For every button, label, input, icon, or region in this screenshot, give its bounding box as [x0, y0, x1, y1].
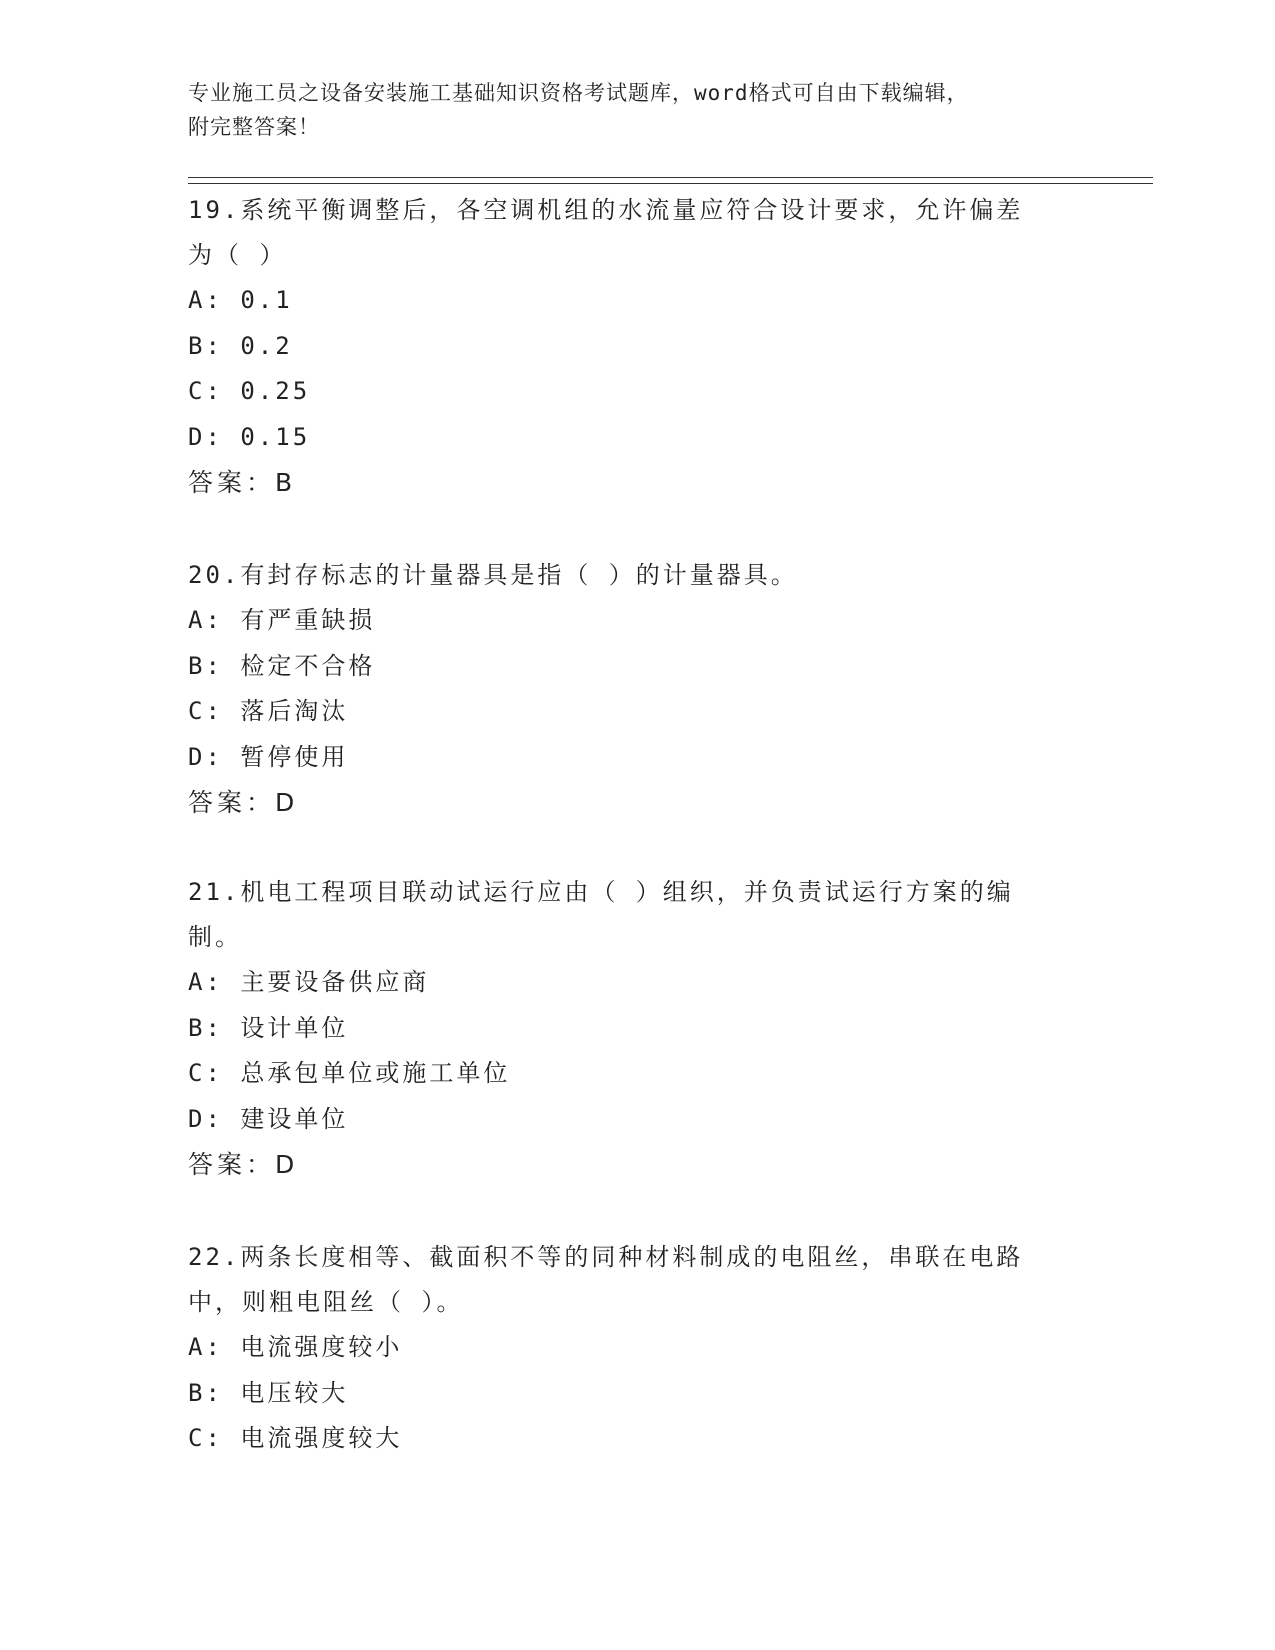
question-stem: 19.系统平衡调整后，各空调机组的水流量应符合设计要求，允许偏差 [188, 196, 1024, 224]
header-line-1: 专业施工员之设备安装施工基础知识资格考试题库，word格式可自由下载编辑， [188, 81, 969, 105]
option-d: D: 暂停使用 [188, 742, 349, 771]
option-b: B: 电压较大 [188, 1378, 349, 1407]
question-stem: 21.机电工程项目联动试运行应由（ ）组织，并负责试运行方案的编 [188, 878, 1014, 906]
question-stem-continued: 制。 [188, 923, 242, 951]
header-line-2: 附完整答案！ [188, 115, 320, 139]
question-stem: 20.有封存标志的计量器具是指（ ）的计量器具。 [188, 561, 798, 589]
document-header [188, 76, 1088, 144]
answer-label: 答案： [188, 788, 276, 817]
option-c: C: 总承包单位或施工单位 [188, 1059, 511, 1087]
option-b: B: 0.2 [188, 331, 293, 360]
question-stem-continued: 为（ ） [188, 241, 287, 269]
answer-line [188, 780, 1088, 826]
option-d: D: 建设单位 [188, 1104, 349, 1133]
answer-label: 答案： [188, 468, 276, 497]
answer-line [188, 460, 1088, 506]
question-stem: 22.两条长度相等、截面积不等的同种材料制成的电阻丝，串联在电路 [188, 1243, 1024, 1271]
question-20 [188, 553, 1088, 826]
option-a: A: 主要设备供应商 [188, 968, 430, 996]
question-19 [188, 188, 1088, 506]
question-stem-continued: 中，则粗电阻丝（ ）。 [188, 1288, 464, 1316]
answer-value: B [275, 468, 295, 497]
answer-value: D [275, 1150, 297, 1179]
answer-label: 答案： [188, 1150, 276, 1179]
option-c: C: 落后淘汰 [188, 697, 349, 725]
option-a: A: 有严重缺损 [188, 606, 376, 634]
option-c: C: 0.25 [188, 377, 311, 405]
option-d: D: 0.15 [188, 422, 311, 451]
question-22 [188, 1235, 1088, 1462]
option-b: B: 检定不合格 [188, 651, 376, 680]
option-a: A: 0.1 [188, 286, 293, 314]
header-double-rule [188, 177, 1153, 184]
option-c: C: 电流强度较大 [188, 1424, 403, 1452]
question-21 [188, 870, 1088, 1188]
option-b: B: 设计单位 [188, 1013, 349, 1042]
option-a: A: 电流强度较小 [188, 1333, 403, 1361]
answer-line [188, 1142, 1088, 1188]
answer-value: D [275, 788, 297, 817]
